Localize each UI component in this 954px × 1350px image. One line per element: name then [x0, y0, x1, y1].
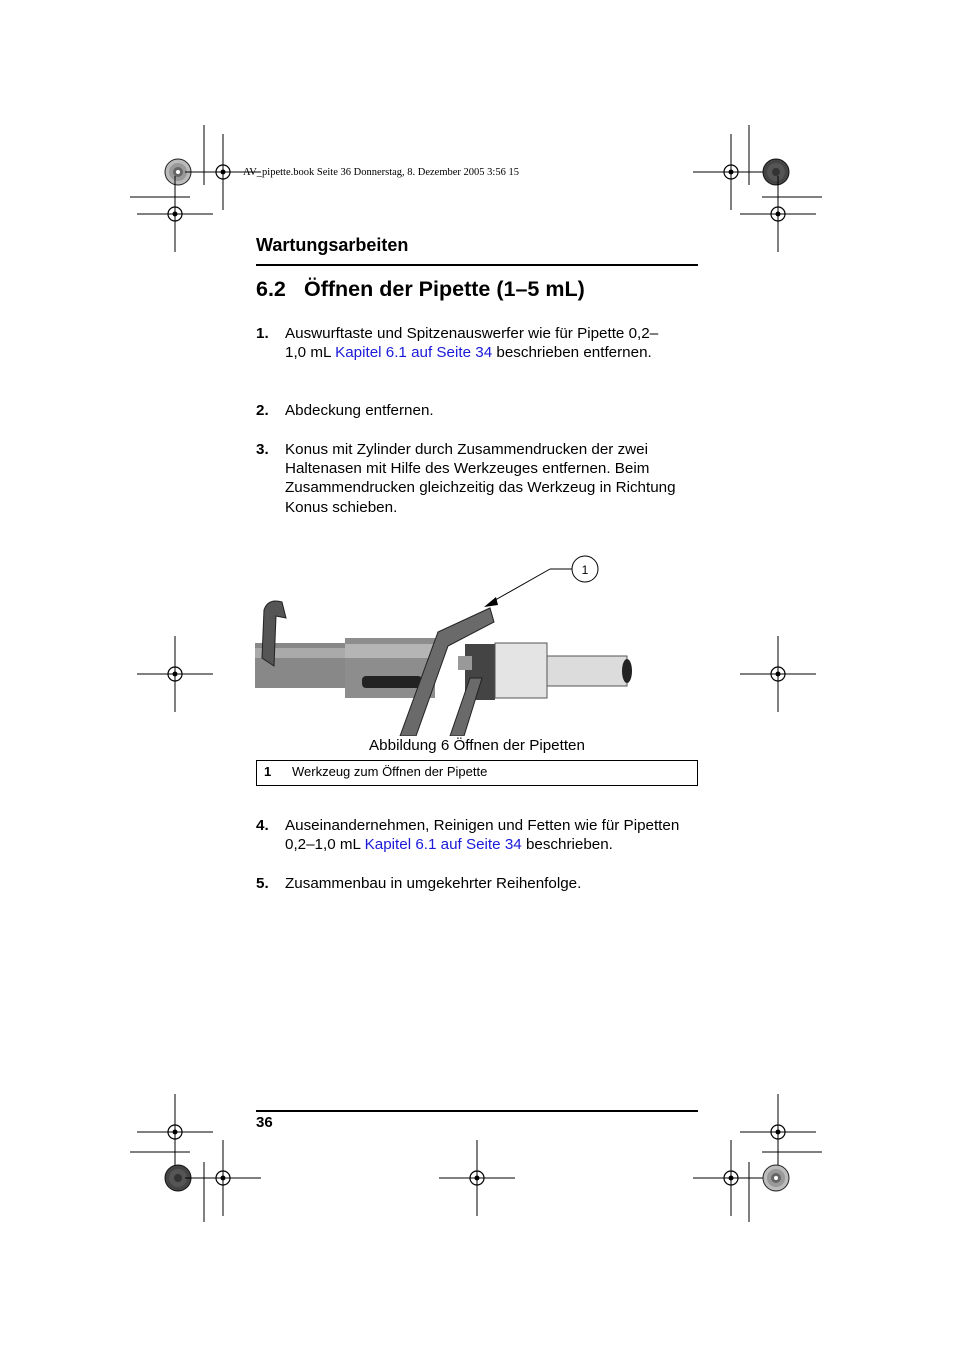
- figure-legend: [256, 760, 698, 786]
- heading-title: Öffnen der Pipette (1–5 mL): [304, 277, 585, 301]
- pipette-figure: [250, 548, 640, 736]
- legend-key: 1: [264, 764, 272, 779]
- header-rule: [256, 264, 698, 266]
- step-5: [256, 874, 701, 893]
- step-3: [256, 440, 701, 517]
- footer-rule: [256, 1110, 698, 1112]
- step-text: Abdeckung entfernen.: [285, 402, 434, 419]
- page-number: 36: [256, 1114, 273, 1131]
- step-text: Konus mit Zylinder durch Zusammendrucken der zwei Haltenasen mit Hilfe des Werkzeuges entfernen. Beim Zusammendrucken gleichzeitig das Werkzeug in Richtung Konus schieben.: [285, 441, 676, 516]
- print-header: AV_pipette.book Seite 36 Donnerstag, 8. Dezember 2005 3:56 15: [243, 167, 519, 178]
- heading-number: 6.2: [256, 277, 286, 301]
- step-1: [256, 324, 701, 362]
- chapter-link[interactable]: Kapitel 6.1 auf Seite 34: [364, 836, 522, 854]
- figure-caption: Abbildung 6 Öffnen der Pipetten: [369, 737, 585, 754]
- legend-value: Werkzeug zum Öffnen der Pipette: [292, 764, 488, 779]
- figure-callout: 1: [581, 563, 589, 577]
- step-number: 3.: [256, 441, 269, 458]
- step-number: 1.: [256, 325, 269, 342]
- step-number: 4.: [256, 817, 269, 834]
- step-text: Zusammenbau in umgekehrter Reihenfolge.: [285, 875, 582, 892]
- step-text-after: beschrieben entfernen.: [492, 344, 652, 362]
- step-2: [256, 401, 701, 420]
- step-text-after: beschrieben.: [521, 836, 613, 854]
- step-text: Auseinandernehmen, Reinigen und Fetten wie für Pipetten 0,2–1,0 mL: [285, 817, 680, 854]
- step-4: [256, 816, 701, 854]
- section-header: Wartungsarbeiten: [256, 235, 409, 255]
- step-number: 5.: [256, 875, 269, 892]
- page-title: [256, 277, 585, 302]
- chapter-link[interactable]: Kapitel 6.1 auf Seite 34: [335, 344, 493, 362]
- step-number: 2.: [256, 402, 269, 419]
- step-text: Auswurftaste und Spitzenauswerfer wie für Pipette 0,2–1,0 mL: [285, 325, 659, 362]
